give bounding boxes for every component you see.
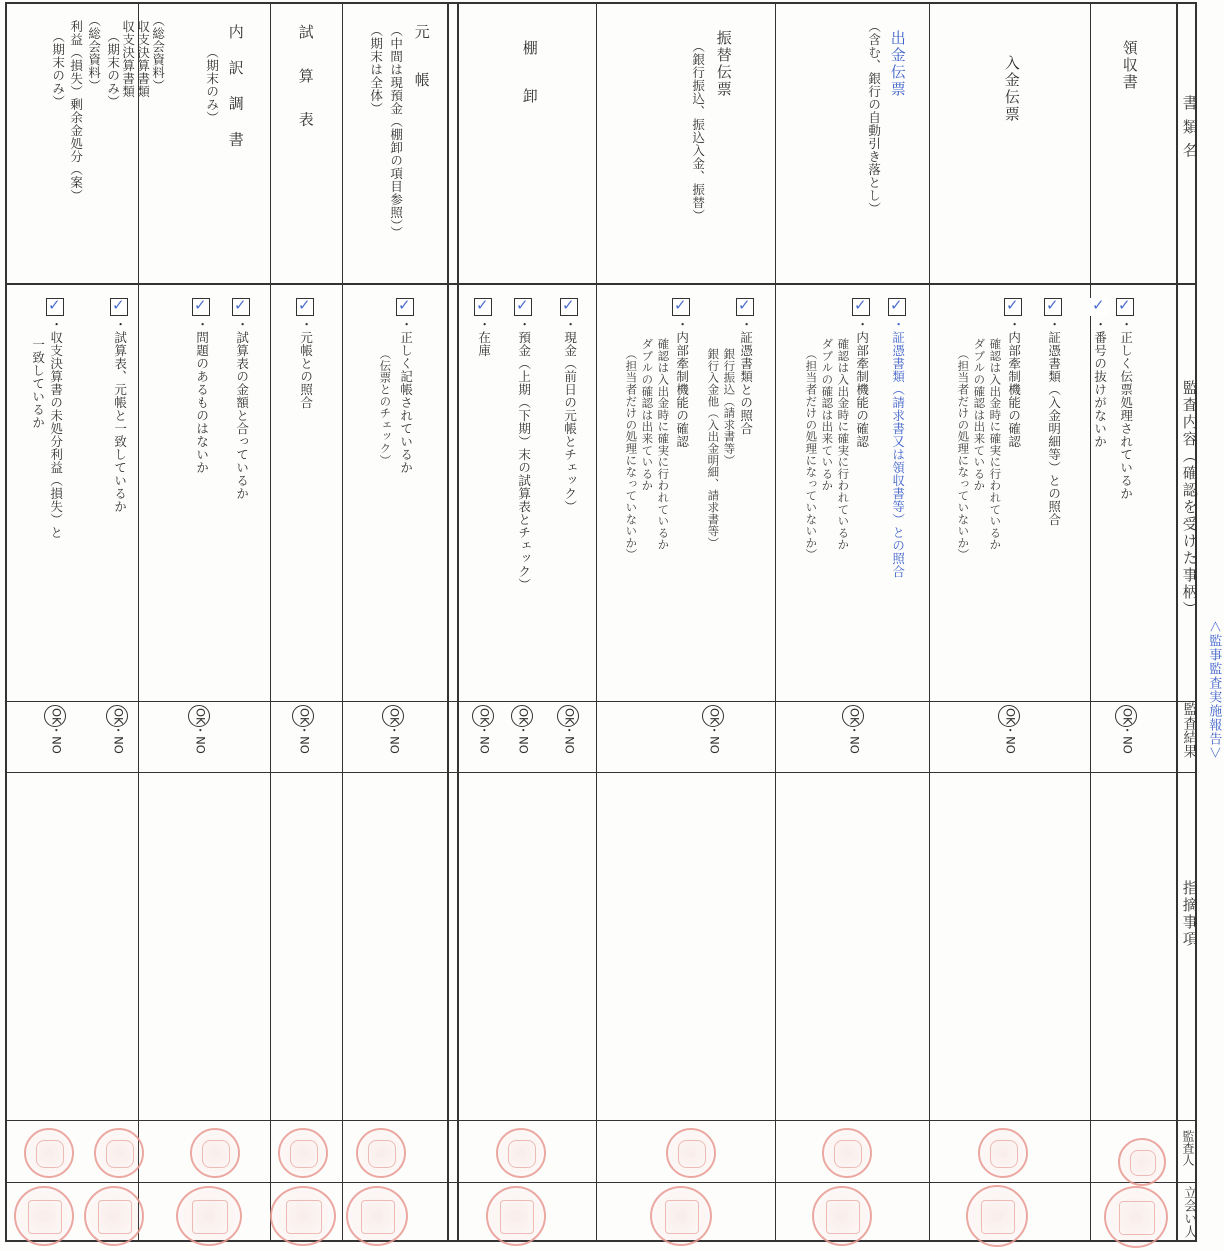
row-4-category-sub: （銀行振込、振込入金、振替） (690, 40, 706, 222)
row-4-check-1-sub-2: 銀行入金他（入出金明細、請求書等） (706, 348, 721, 549)
row-8-check-2-checkbox[interactable]: ✓ (192, 298, 210, 316)
row-8-witness-seal (176, 1186, 242, 1246)
row-6-result: OK・NO (387, 708, 402, 754)
row-1-check-1-checkbox[interactable]: ✓ (1116, 298, 1134, 316)
row-5-check-2: ・預金（上期（下期）末の試算表とチェック） (516, 318, 532, 591)
header-doc-name: 書 類 名 (1180, 95, 1199, 160)
row-5-result-2: OK・NO (516, 708, 531, 754)
row-7-result: OK・NO (297, 708, 312, 754)
row-9-auditor-seal-2 (24, 1128, 74, 1178)
row-5-check-3-checkbox[interactable]: ✓ (474, 298, 492, 316)
row-9-check-2-sub-1: 一致しているか (30, 338, 46, 429)
row-8-check-1-checkbox[interactable]: ✓ (232, 298, 250, 316)
row-5-result-3: OK・NO (477, 708, 492, 754)
row-6-category: 元 帳 (412, 24, 431, 101)
col-line-remarks (5, 1120, 1197, 1121)
row-5-witness-seal (486, 1186, 546, 1246)
row-2-result: OK・NO (1003, 708, 1018, 754)
row-3-check-2-checkbox[interactable]: ✓ (852, 298, 870, 316)
row-4-check-2-sub-3: （担当者だけの処理になっていないか） (624, 348, 639, 561)
row-3-check-2-sub-3: （担当者だけの処理になっていないか） (804, 348, 819, 561)
row-3-check-1-checkbox[interactable]: ✓ (888, 298, 906, 316)
row-4-result: OK・NO (707, 708, 722, 754)
row-9-check-2-checkbox[interactable]: ✓ (46, 298, 64, 316)
row-4-category: 振替伝票 (714, 30, 733, 98)
row-line-2 (929, 2, 930, 1242)
col-line-content (5, 701, 1197, 702)
row-2-category: 入金伝票 (1002, 55, 1021, 123)
row-9-category-line-6: 利益（損失）剰余金処分（案） (68, 20, 84, 202)
row-2-check-1: ・証憑書類（入金明細等）との照合 (1046, 318, 1062, 526)
row-line-3 (775, 2, 776, 1242)
row-7-category: 試 算 表 (296, 24, 315, 139)
row-9-witness-seal-2 (14, 1186, 74, 1246)
row-9-check-1: ・試算表、元帳と一致しているか (112, 318, 128, 513)
row-9-check-1-checkbox[interactable]: ✓ (110, 298, 128, 316)
row-9-witness-seal-1 (84, 1186, 144, 1246)
row-6-check-1-sub-1: （伝票とのチェック） (378, 348, 393, 466)
row-9-category-line-5: （総会資料） (86, 14, 102, 92)
row-8-check-2: ・問題のあるものはないか (194, 318, 210, 474)
report-caption: ＜監事監査実施報告＞ (1206, 620, 1222, 761)
row-3-check-2-sub-1: 確認は入出金時に確実に行われているか (836, 338, 851, 551)
row-9-auditor-seal-1 (94, 1128, 144, 1178)
row-3-witness-seal (812, 1186, 872, 1246)
row-1-check-1: ・正しく伝票処理されているか (1118, 318, 1134, 500)
row-4-witness-seal (650, 1186, 712, 1246)
row-line-5a (457, 2, 459, 1242)
row-3-check-2-sub-2: ダブルの確認は出来ているか (820, 338, 835, 492)
row-6-witness-seal (346, 1186, 408, 1246)
row-7-check-1: ・元帳との照合 (298, 318, 314, 409)
row-5-check-1-checkbox[interactable]: ✓ (560, 298, 578, 316)
header-witness: 立会い人 (1181, 1186, 1197, 1238)
row-6-category-sub: （中間は現預金（棚卸の項目参照）） (388, 24, 404, 239)
row-4-check-2-checkbox[interactable]: ✓ (672, 298, 690, 316)
row-4-check-1-sub-1: 銀行振込（請求書等） (722, 348, 737, 466)
row-7-witness-seal (270, 1186, 336, 1246)
row-5-category: 棚 卸 (520, 40, 539, 117)
row-8-auditor-seal (190, 1128, 240, 1178)
row-4-check-2-sub-2: ダブルの確認は出来ているか (640, 338, 655, 492)
row-2-check-2: ・内部牽制機能の確認 (1006, 318, 1022, 448)
col-line-result (5, 772, 1197, 773)
row-2-check-2-sub-1: 確認は入出金時に確実に行われているか (988, 338, 1003, 551)
header-separator (1176, 2, 1178, 1242)
row-1-result: OK・NO (1120, 708, 1135, 754)
row-9-category-line-7: （期末のみ） (50, 30, 66, 108)
row-3-check-1: ・証憑書類（請求書又は領収書等）との照合 (890, 318, 906, 578)
row-5-result-1: OK・NO (562, 708, 577, 754)
row-3-auditor-seal (822, 1128, 872, 1178)
header-audit-result: 監査結果 (1181, 702, 1198, 758)
row-7-auditor-seal (278, 1128, 328, 1178)
col-line-docname (5, 283, 1197, 285)
row-3-category: 出金伝票 (888, 30, 907, 98)
row-line-7 (270, 2, 271, 1242)
row-line-1 (1090, 2, 1091, 1242)
header-auditor: 監査人 (1181, 1130, 1195, 1166)
row-1-check-2: ・番号の抜けがないか (1092, 318, 1108, 448)
row-9-check-2: ・収支決算書の未処分利益（損失）と (48, 318, 64, 539)
row-2-check-2-checkbox[interactable]: ✓ (1004, 298, 1022, 316)
row-line-4 (596, 2, 597, 1242)
row-6-auditor-seal (356, 1128, 406, 1178)
row-1-auditor-seal (1118, 1138, 1166, 1186)
row-3-result: OK・NO (847, 708, 862, 754)
row-3-check-2: ・内部牽制機能の確認 (854, 318, 870, 448)
row-1-category: 領収書 (1120, 40, 1139, 91)
header-audit-content: 監査内容（確認を受けた事柄） (1180, 380, 1199, 618)
row-6-category-sub-2: （期末は全体） (368, 24, 384, 115)
row-6-check-1: ・正しく記帳されているか (398, 318, 414, 474)
row-2-check-2-sub-2: ダブルの確認は出来ているか (972, 338, 987, 492)
row-4-auditor-seal (666, 1128, 716, 1178)
row-4-check-1: ・証憑書類との照合 (738, 318, 754, 435)
row-5-check-2-checkbox[interactable]: ✓ (514, 298, 532, 316)
row-9-category-line-3: 収支決算書類 (120, 20, 136, 98)
row-9-result-2: OK・NO (49, 708, 64, 754)
row-1-witness-seal (1104, 1186, 1168, 1248)
row-4-check-2: ・内部牽制機能の確認 (674, 318, 690, 448)
row-4-check-1-checkbox[interactable]: ✓ (736, 298, 754, 316)
row-line-8 (138, 2, 139, 1242)
row-3-category-sub: （含む、銀行の自動引き落とし） (866, 20, 882, 215)
row-9-category-line-2: 収支決算書類 (135, 20, 151, 98)
row-8-category-sub: （期末のみ） (204, 46, 220, 124)
table-frame (5, 2, 1197, 1242)
header-remarks: 指摘事項 (1180, 880, 1199, 948)
row-2-auditor-seal (978, 1128, 1028, 1178)
row-1-check-2-checkbox[interactable]: ✓ (1090, 298, 1108, 316)
row-2-check-1-checkbox[interactable]: ✓ (1044, 298, 1062, 316)
row-line-6 (342, 2, 343, 1242)
row-9-category-line-1: （総会資料） (150, 14, 166, 92)
row-7-check-1-checkbox[interactable]: ✓ (296, 298, 314, 316)
row-9-result-1: OK・NO (111, 708, 126, 754)
row-2-check-2-sub-3: （担当者だけの処理になっていないか） (956, 348, 971, 561)
row-8-result: OK・NO (193, 708, 208, 754)
row-4-check-2-sub-1: 確認は入出金時に確実に行われているか (656, 338, 671, 551)
row-line-5b (447, 2, 449, 1242)
col-line-auditor (5, 1182, 1197, 1183)
row-6-check-1-checkbox[interactable]: ✓ (396, 298, 414, 316)
row-5-auditor-seal (496, 1128, 546, 1178)
row-9-category-line-4: （期末のみ） (105, 30, 121, 108)
row-5-check-1: ・現金（前日の元帳とチェック） (562, 318, 578, 513)
row-8-category: 内 訳 調 書 (226, 24, 245, 155)
row-5-check-3: ・在庫 (476, 318, 492, 357)
row-8-check-1: ・試算表の金額と合っているか (234, 318, 250, 500)
row-2-witness-seal (966, 1185, 1028, 1247)
